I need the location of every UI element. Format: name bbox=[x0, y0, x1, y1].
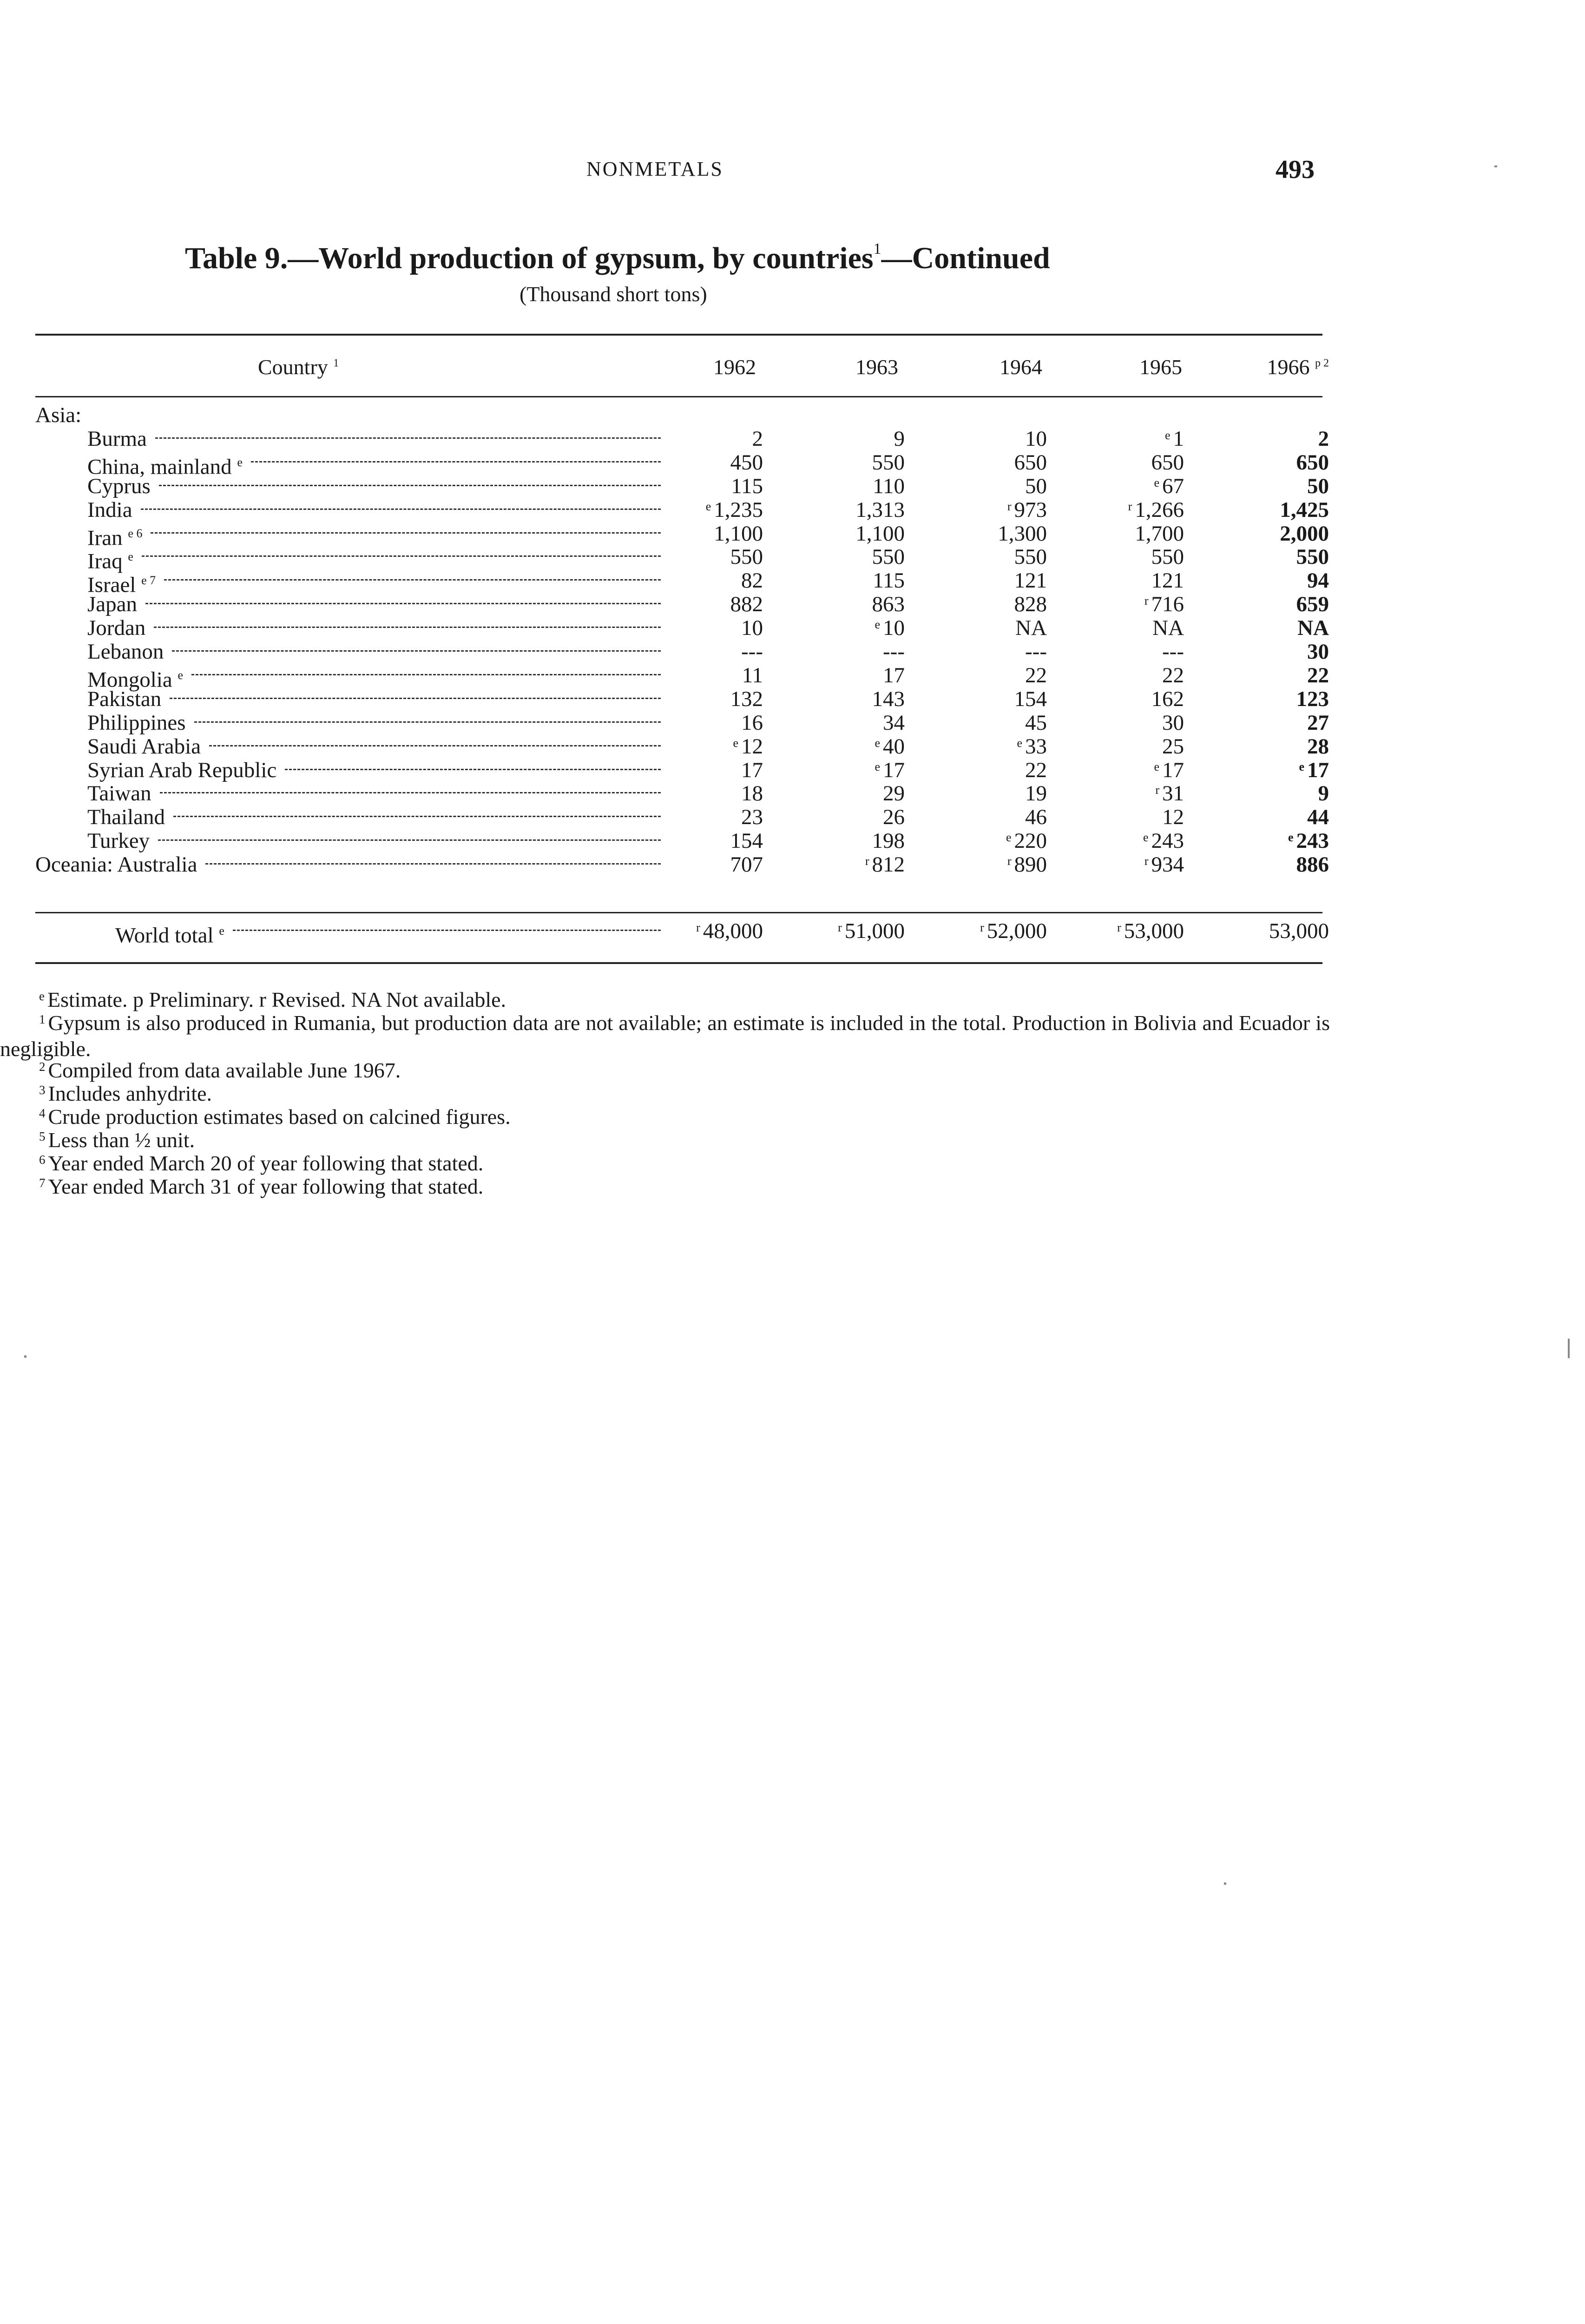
value-cell: 50 bbox=[1025, 474, 1047, 498]
leader-dots bbox=[142, 555, 661, 557]
country-note: e bbox=[128, 550, 133, 564]
value-flag: r bbox=[1117, 921, 1121, 934]
value-cell: 123 bbox=[1296, 687, 1329, 711]
value-cell: 23 bbox=[741, 805, 763, 830]
value-cell: 198 bbox=[872, 829, 905, 853]
country-label bbox=[87, 498, 132, 522]
value-cell: 1,300 bbox=[998, 521, 1047, 546]
value-cell: $^r$ 716 bbox=[1144, 592, 1184, 617]
leader-dots bbox=[154, 627, 661, 628]
value-cell: 11 bbox=[742, 663, 763, 687]
world-total-label bbox=[115, 919, 224, 947]
country-name: Jordan bbox=[87, 616, 146, 640]
footnote-text: Compiled from data available June 1967. bbox=[48, 1058, 401, 1082]
country-label bbox=[87, 616, 145, 640]
value-cell: 10 bbox=[741, 616, 763, 640]
value-cell: 550 bbox=[1151, 545, 1184, 569]
value-cell: 550 bbox=[730, 545, 763, 569]
footnote-tag: 7 bbox=[39, 1176, 46, 1190]
country-name: Japan bbox=[87, 592, 138, 617]
value-cell: 550 bbox=[872, 450, 905, 475]
footnote bbox=[0, 1082, 1292, 1108]
footnote-tag: 2 bbox=[39, 1060, 46, 1074]
country-name: Iraq bbox=[87, 549, 123, 574]
leader-dots bbox=[205, 863, 661, 865]
value-cell: 25 bbox=[1162, 734, 1184, 759]
value-flag: e bbox=[1143, 831, 1149, 845]
country-label bbox=[87, 711, 186, 734]
table-bottom-rule bbox=[35, 962, 1322, 964]
value-cell: $^r$ 51,000 bbox=[838, 919, 905, 943]
value-cell: 82 bbox=[741, 568, 763, 593]
table-title-note: 1 bbox=[873, 240, 881, 257]
country-label bbox=[87, 427, 147, 450]
leader-dots bbox=[145, 603, 661, 604]
value-flag: r bbox=[696, 921, 700, 934]
country-name: Iran bbox=[87, 526, 123, 550]
value-flag: r bbox=[1144, 854, 1149, 868]
scan-speck bbox=[24, 1355, 26, 1358]
value-cell: NA bbox=[1152, 616, 1184, 640]
country-label bbox=[35, 403, 81, 427]
country-name: China, mainland bbox=[87, 455, 232, 479]
value-cell: 1,100 bbox=[714, 521, 763, 546]
table-top-rule bbox=[35, 334, 1322, 336]
value-cell: 27 bbox=[1307, 710, 1329, 735]
value-flag: r bbox=[1007, 499, 1012, 513]
footnote-tag: 1 bbox=[39, 1012, 46, 1026]
country-name: Syrian Arab Republic bbox=[87, 758, 277, 782]
footnote-text: Estimate. p Preliminary. r Revised. NA Not available. bbox=[47, 988, 506, 1011]
value-cell: $^r$ 1,266 bbox=[1128, 497, 1184, 522]
value-cell: $^e$ 243 bbox=[1143, 829, 1184, 853]
value-flag: e bbox=[705, 499, 711, 513]
country-note: e bbox=[178, 668, 184, 682]
value-cell: NA bbox=[1297, 616, 1329, 640]
value-flag: e bbox=[875, 618, 880, 632]
page-number: 493 bbox=[1276, 155, 1315, 184]
value-cell: 154 bbox=[1014, 687, 1047, 711]
country-name: Pakistan bbox=[87, 687, 162, 711]
year-header-1963: 1963 bbox=[855, 355, 898, 379]
value-cell: --- bbox=[741, 640, 763, 664]
footnote-tag: e bbox=[39, 989, 45, 1003]
value-cell: --- bbox=[1162, 640, 1184, 664]
value-flag: r bbox=[1144, 594, 1149, 608]
value-flag: e bbox=[1299, 759, 1304, 773]
leader-dots bbox=[155, 437, 661, 439]
header-rule bbox=[35, 396, 1322, 397]
footnote-text: Year ended March 20 of year following that stated. bbox=[48, 1151, 484, 1175]
value-cell: $^r$ 48,000 bbox=[696, 919, 763, 943]
value-cell: 34 bbox=[883, 710, 905, 735]
value-cell: 19 bbox=[1025, 781, 1047, 806]
value-cell: 828 bbox=[1014, 592, 1047, 617]
value-flag: e bbox=[1017, 736, 1022, 750]
table-title bbox=[185, 241, 1050, 276]
country-name: Lebanon bbox=[87, 640, 164, 664]
value-cell: 650 bbox=[1014, 450, 1047, 475]
value-cell: 17 bbox=[741, 758, 763, 782]
value-cell: 10 bbox=[1025, 426, 1047, 451]
value-cell: $^e$ 17 bbox=[1154, 758, 1184, 782]
year-header-1966-note: p 2 bbox=[1315, 357, 1329, 370]
footnote-text: Gypsum is also produced in Rumania, but production data are not available; an estimate is included in the total. Production in Bolivia and Ecuador is negligible. bbox=[0, 1011, 1330, 1061]
value-cell: 882 bbox=[730, 592, 763, 617]
value-cell: $^r$ 890 bbox=[1007, 852, 1047, 877]
value-flag: e bbox=[875, 736, 880, 750]
country-label bbox=[87, 829, 150, 852]
country-header-note: 1 bbox=[333, 357, 339, 370]
value-cell: 22 bbox=[1025, 758, 1047, 782]
value-cell: $^r$ 31 bbox=[1155, 781, 1184, 806]
footnote-tag: 6 bbox=[39, 1153, 46, 1167]
value-cell: --- bbox=[883, 640, 905, 664]
footnote-tag: 5 bbox=[39, 1129, 46, 1143]
year-header-1966 bbox=[1208, 355, 1329, 379]
leader-dots bbox=[164, 579, 661, 581]
value-flag: e bbox=[1006, 831, 1012, 845]
footnote bbox=[0, 1105, 1292, 1131]
footnote-text: Year ended March 31 of year following that stated. bbox=[48, 1175, 484, 1198]
country-name: Taiwan bbox=[87, 781, 151, 806]
value-cell: 44 bbox=[1307, 805, 1329, 830]
table-title-text: Table 9.—World production of gypsum, by countries bbox=[185, 241, 874, 275]
footnote-tag: 3 bbox=[39, 1083, 46, 1097]
country-label bbox=[87, 593, 137, 616]
value-cell: 115 bbox=[873, 568, 905, 593]
value-cell: 162 bbox=[1151, 687, 1184, 711]
value-cell: 16 bbox=[741, 710, 763, 735]
value-cell: $^e$ 243 bbox=[1288, 829, 1329, 853]
leader-dots bbox=[194, 721, 661, 723]
value-cell: 22 bbox=[1162, 663, 1184, 687]
year-header-1966-text: 1966 bbox=[1267, 355, 1310, 379]
value-flag: r bbox=[1128, 499, 1132, 513]
leader-dots bbox=[233, 930, 661, 931]
country-name: Burma bbox=[87, 426, 147, 451]
country-name: Oceania: Australia bbox=[35, 852, 197, 877]
leader-dots bbox=[158, 839, 661, 841]
leader-dots bbox=[285, 769, 661, 770]
value-cell: $^e$ 40 bbox=[875, 734, 905, 759]
value-cell: 450 bbox=[730, 450, 763, 475]
country-label bbox=[87, 640, 164, 663]
value-cell: $^e$ 220 bbox=[1006, 829, 1047, 853]
country-note: e 6 bbox=[128, 526, 143, 540]
country-note: e bbox=[237, 455, 243, 469]
leader-dots bbox=[170, 698, 661, 699]
value-flag: r bbox=[838, 921, 842, 934]
value-cell: 121 bbox=[1151, 568, 1184, 593]
value-cell: 9 bbox=[1318, 781, 1329, 806]
value-cell: 53,000 bbox=[1269, 919, 1329, 943]
value-cell: $^e$ 17 bbox=[1299, 758, 1329, 782]
footnote bbox=[0, 1152, 1292, 1178]
leader-dots bbox=[159, 485, 661, 486]
country-name: Asia: bbox=[35, 403, 82, 427]
country-name: Saudi Arabia bbox=[87, 734, 201, 759]
footnote-text: Includes anhydrite. bbox=[48, 1082, 212, 1105]
value-cell: 45 bbox=[1025, 710, 1047, 735]
value-cell: 707 bbox=[730, 852, 763, 877]
value-cell: $^e$ 33 bbox=[1017, 734, 1047, 759]
country-name: Thailand bbox=[87, 805, 165, 830]
value-flag: e bbox=[875, 759, 880, 773]
value-cell: 2 bbox=[752, 426, 763, 451]
country-name: Philippines bbox=[87, 710, 186, 735]
value-cell: $^e$ 17 bbox=[875, 758, 905, 782]
value-cell: 2 bbox=[1318, 426, 1329, 451]
country-name: Israel bbox=[87, 573, 136, 597]
country-label bbox=[87, 735, 201, 758]
value-cell: 1,700 bbox=[1135, 521, 1184, 546]
country-name: India bbox=[87, 497, 132, 522]
value-cell: 863 bbox=[872, 592, 905, 617]
value-flag: r bbox=[1007, 854, 1012, 868]
value-cell: $^e$ 12 bbox=[733, 734, 763, 759]
country-name: Cyprus bbox=[87, 474, 151, 498]
value-cell: 1,313 bbox=[855, 497, 905, 522]
value-cell: 2,000 bbox=[1280, 521, 1329, 546]
value-cell: 94 bbox=[1307, 568, 1329, 593]
footnote-text: Crude production estimates based on calcined figures. bbox=[48, 1105, 511, 1129]
country-header-text: Country bbox=[258, 355, 328, 379]
country-note: e 7 bbox=[141, 574, 156, 588]
footnote bbox=[0, 1059, 1292, 1085]
country-label bbox=[35, 853, 197, 876]
value-cell: 132 bbox=[730, 687, 763, 711]
value-cell: 9 bbox=[894, 426, 905, 451]
table-title-suffix: —Continued bbox=[881, 241, 1050, 275]
country-column-header bbox=[258, 355, 339, 379]
value-cell: 121 bbox=[1014, 568, 1047, 593]
leader-dots bbox=[160, 792, 661, 793]
country-name: Turkey bbox=[87, 829, 150, 853]
value-cell: 550 bbox=[1014, 545, 1047, 569]
value-cell: $^e$ 1,235 bbox=[705, 497, 763, 522]
scan-speck bbox=[1494, 165, 1497, 167]
value-cell: 110 bbox=[873, 474, 905, 498]
footnote-tag: 4 bbox=[39, 1106, 46, 1120]
value-cell: 30 bbox=[1162, 710, 1184, 735]
value-flag: r bbox=[865, 854, 869, 868]
scan-speck bbox=[1224, 1882, 1226, 1885]
country-label bbox=[87, 475, 151, 498]
year-header-1965: 1965 bbox=[1139, 355, 1182, 379]
value-cell: 18 bbox=[741, 781, 763, 806]
value-cell: 886 bbox=[1296, 852, 1329, 877]
world-total-label-text: World total bbox=[115, 923, 214, 948]
value-flag: r bbox=[1155, 783, 1159, 797]
value-flag: e bbox=[733, 736, 738, 750]
value-cell: $^e$ 10 bbox=[875, 616, 905, 640]
value-cell: 22 bbox=[1025, 663, 1047, 687]
value-flag: e bbox=[1154, 475, 1159, 489]
value-cell: 30 bbox=[1307, 640, 1329, 664]
value-cell: 154 bbox=[730, 829, 763, 853]
country-label bbox=[87, 687, 161, 711]
footnote bbox=[0, 1129, 1292, 1155]
value-cell: 28 bbox=[1307, 734, 1329, 759]
leader-dots bbox=[172, 650, 661, 652]
value-cell: $^e$ 1 bbox=[1164, 426, 1184, 451]
value-cell: 115 bbox=[731, 474, 763, 498]
value-cell: 17 bbox=[883, 663, 905, 687]
leader-dots bbox=[191, 674, 661, 675]
scan-speck bbox=[1568, 1339, 1570, 1358]
total-rule bbox=[35, 912, 1322, 913]
footnote-text: Less than ½ unit. bbox=[48, 1128, 195, 1152]
value-cell: --- bbox=[1025, 640, 1047, 664]
leader-dots bbox=[173, 816, 661, 817]
leader-dots bbox=[141, 508, 661, 510]
leader-dots bbox=[251, 461, 661, 462]
value-cell: $^r$ 973 bbox=[1007, 497, 1047, 522]
value-cell: 650 bbox=[1296, 450, 1329, 475]
year-header-1964: 1964 bbox=[1000, 355, 1042, 379]
value-cell: $^r$ 812 bbox=[865, 852, 905, 877]
table-subtitle: (Thousand short tons) bbox=[520, 282, 707, 306]
running-head: NONMETALS bbox=[586, 158, 723, 180]
value-flag: r bbox=[980, 921, 984, 934]
country-label bbox=[87, 782, 151, 805]
country-name: Mongolia bbox=[87, 667, 172, 692]
value-cell: 1,425 bbox=[1280, 497, 1329, 522]
value-flag: e bbox=[1164, 428, 1171, 442]
value-cell: 550 bbox=[1296, 545, 1329, 569]
value-cell: $^e$ 67 bbox=[1154, 474, 1184, 498]
value-cell: 50 bbox=[1307, 474, 1329, 498]
leader-dots bbox=[151, 532, 661, 534]
footnote bbox=[0, 988, 1292, 1014]
world-total-note: e bbox=[219, 924, 224, 938]
value-flag: e bbox=[1288, 831, 1294, 845]
value-cell: 12 bbox=[1162, 805, 1184, 830]
value-cell: 26 bbox=[883, 805, 905, 830]
value-cell: 650 bbox=[1151, 450, 1184, 475]
year-header-1962: 1962 bbox=[713, 355, 756, 379]
footnote bbox=[0, 1175, 1292, 1201]
value-cell: 1,100 bbox=[855, 521, 905, 546]
country-label bbox=[87, 805, 165, 829]
country-label bbox=[87, 759, 276, 782]
footnote bbox=[0, 1011, 1330, 1061]
value-cell: 29 bbox=[883, 781, 905, 806]
leader-dots bbox=[209, 745, 661, 746]
value-cell: 46 bbox=[1025, 805, 1047, 830]
value-cell: 659 bbox=[1296, 592, 1329, 617]
value-cell: $^r$ 53,000 bbox=[1117, 919, 1184, 943]
value-cell: 550 bbox=[872, 545, 905, 569]
value-cell: $^r$ 52,000 bbox=[980, 919, 1047, 943]
value-cell: $^r$ 934 bbox=[1144, 852, 1184, 877]
value-cell: 143 bbox=[872, 687, 905, 711]
value-flag: e bbox=[1154, 759, 1159, 773]
value-cell: 22 bbox=[1307, 663, 1329, 687]
value-cell: NA bbox=[1015, 616, 1047, 640]
